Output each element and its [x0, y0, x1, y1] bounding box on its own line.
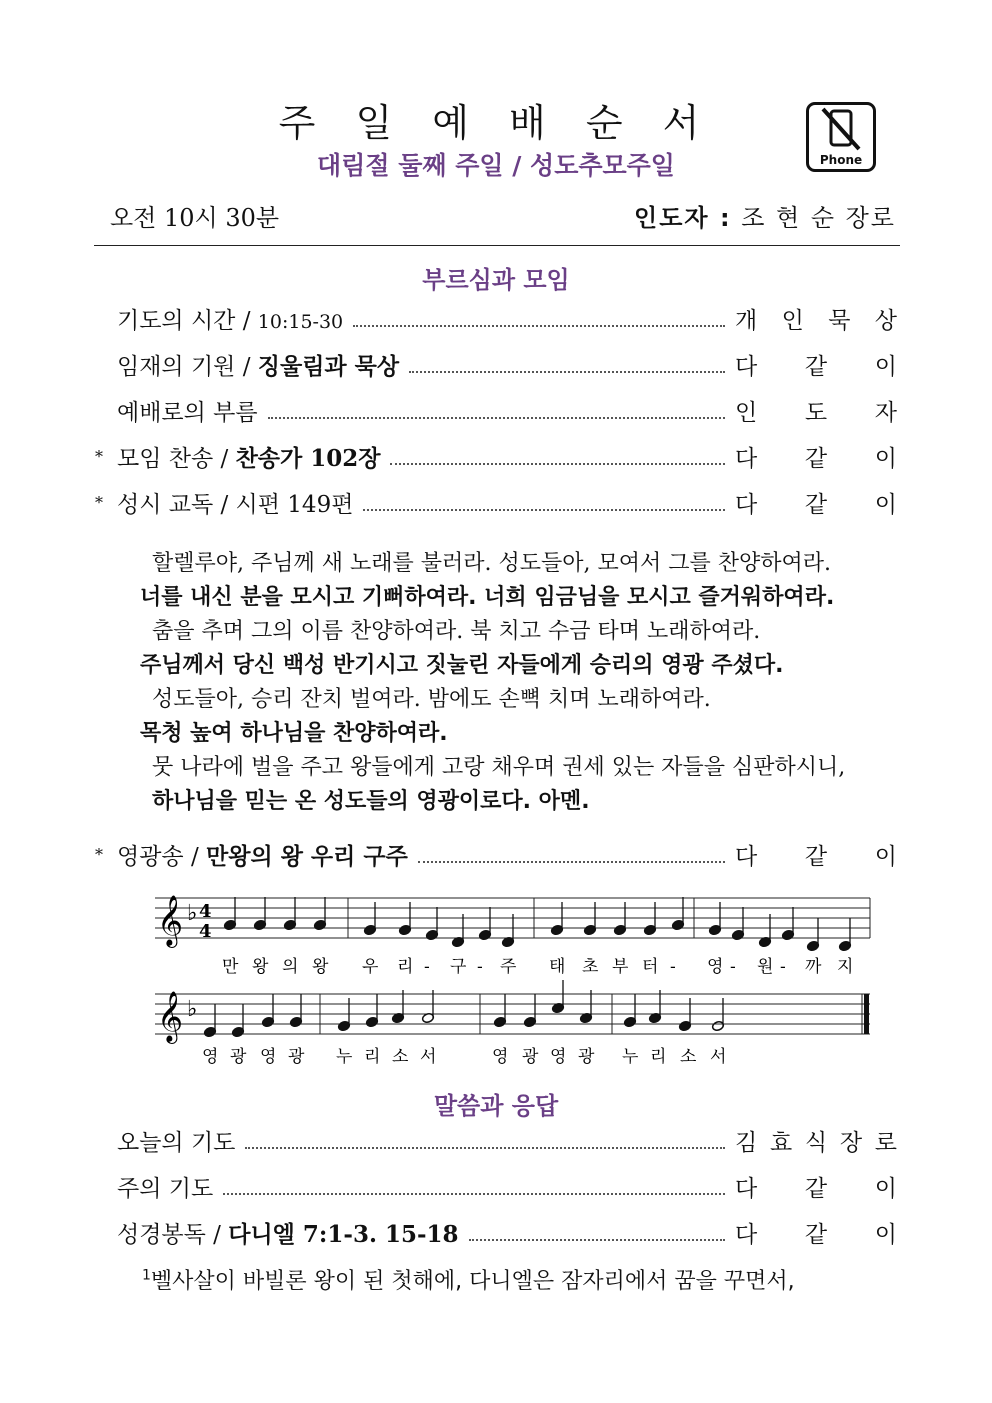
order-who: 다 같 이 [735, 1175, 897, 1202]
leader-dots [469, 1239, 725, 1241]
order-item: 성경봉독 / 다니엘 7:1-3. 15-18 [117, 1220, 459, 1248]
leader-dots [390, 463, 725, 465]
order-row [95, 392, 897, 428]
lyric-syllable: 서 [710, 1047, 727, 1067]
order-who: 개 인 묵 상 [735, 307, 897, 334]
lyric-syllable: 누 [622, 1047, 639, 1067]
leader-dots [223, 1193, 725, 1195]
psalm-leader-line: 뭇 나라에 벌을 주고 왕들에게 고랑 채우며 권세 있는 자들을 심판하시니, [152, 755, 846, 780]
order-row [95, 484, 897, 520]
lyric-syllable: - [670, 957, 676, 977]
leader-dots [245, 1147, 725, 1149]
order-row [95, 1214, 897, 1250]
lyric-syllable: 주 [500, 957, 517, 977]
order-item: 성시 교독 / 시편 149편 [117, 491, 354, 518]
section-word: 말씀과 응답 [433, 1092, 559, 1120]
page-subtitle: 대림절 둘째 주일 / 성도추모주일 [317, 151, 675, 180]
order-item: 기도의 시간 / 10:15-30 [117, 307, 344, 334]
order-item: 예배로의 부름 [117, 399, 258, 426]
lyric-syllable: 광 [578, 1047, 595, 1067]
lyric-syllable: 우 [362, 957, 379, 977]
phone-label: Phone [819, 153, 863, 167]
lyric-syllable: 광 [522, 1047, 539, 1067]
svg-text:𝄞: 𝄞 [157, 895, 184, 946]
stand-marker: * [95, 492, 103, 512]
order-who: 다 같 이 [735, 445, 897, 472]
lyric-syllable: 리 [397, 957, 414, 977]
lyric-syllable: 부 [612, 957, 629, 977]
lyric-syllable: 만 [222, 957, 239, 977]
order-who: 다 같 이 [735, 353, 897, 380]
lyric-syllable: 구 [450, 957, 467, 977]
svg-text:4: 4 [199, 921, 212, 942]
psalm-leader-line: 할렐루야, 주님께 새 노래를 불러라. 성도들아, 모여서 그를 찬양하여라. [152, 551, 831, 576]
lyric-syllable: 광 [230, 1047, 247, 1067]
service-time: 오전 10시 30분 [110, 204, 280, 232]
leader-label: 인도자 : [634, 204, 732, 232]
order-who: 다 같 이 [735, 1221, 897, 1248]
psalm-response: 목청 높여 하나님을 찬양하여라. [140, 721, 448, 746]
lyric-syllable: 리 [364, 1047, 381, 1067]
psalm-response: 하나님을 믿는 온 성도들의 영광이로다. 아멘. [152, 789, 590, 814]
lyric-syllable: 왕 [312, 957, 329, 977]
section-gathering: 부르심과 모임 [422, 266, 570, 294]
order-item: 임재의 기원 / 징울림과 묵상 [117, 352, 400, 380]
svg-text:𝄞: 𝄞 [157, 991, 184, 1042]
order-row [95, 1168, 897, 1204]
stand-marker: * [95, 446, 103, 466]
lyric-syllable: 누 [336, 1047, 353, 1067]
order-who: 다 같 이 [735, 491, 897, 518]
lyric-syllable: 영 [707, 957, 724, 977]
lyric-syllable: 소 [392, 1047, 409, 1067]
order-who: 인 도 자 [735, 399, 897, 426]
lyric-syllable: 영 [492, 1047, 509, 1067]
lyric-syllable: 원 [757, 957, 774, 977]
stand-marker: * [95, 844, 103, 864]
svg-text:♭: ♭ [187, 901, 198, 926]
order-row [95, 1122, 897, 1158]
order-row [95, 346, 897, 382]
leader-dots [363, 509, 725, 511]
lyric-syllable: 지 [837, 957, 854, 977]
no-phone-icon [806, 102, 876, 172]
lyric-syllable: - [780, 957, 786, 977]
header-divider [94, 245, 900, 246]
leader [634, 198, 896, 233]
lyric-syllable: 영 [260, 1047, 277, 1067]
order-item: 영광송 / 만왕의 왕 우리 구주 [117, 842, 408, 870]
lyric-syllable: 태 [549, 957, 566, 977]
leader-dots [418, 861, 725, 863]
psalm-leader-line: 성도들아, 승리 잔치 벌여라. 밤에도 손뼉 치며 노래하여라. [152, 687, 711, 712]
svg-text:♭: ♭ [187, 997, 198, 1022]
staff-2 [155, 980, 870, 1067]
svg-text:4: 4 [199, 901, 212, 922]
page-title: 주 일 예 배 순 서 [278, 101, 714, 145]
lyric-syllable: 영 [550, 1047, 567, 1067]
lyric-syllable: 초 [582, 957, 599, 977]
psalm-response: 주님께서 당신 백성 반기시고 짓눌린 자들에게 승리의 영광 주셨다. [140, 653, 784, 678]
lyric-syllable: 소 [680, 1047, 697, 1067]
lyric-syllable: - [424, 957, 430, 977]
leader-name: 조 현 순 장로 [741, 204, 896, 232]
order-who: 김 효 식 장 로 [735, 1129, 897, 1156]
leader-dots [409, 371, 725, 373]
leader-dots [268, 417, 725, 419]
lyric-syllable: 터 [642, 957, 659, 977]
order-item: 주의 기도 [117, 1175, 214, 1202]
order-row-gloria [95, 836, 897, 872]
order-who: 다 같 이 [735, 843, 897, 870]
order-row [95, 300, 897, 336]
staff-1 [155, 895, 870, 977]
leader-dots [353, 325, 725, 327]
lyric-syllable: 까 [805, 957, 822, 977]
lyric-syllable: 리 [650, 1047, 667, 1067]
order-item: 오늘의 기도 [117, 1129, 236, 1156]
lyric-syllable: - [730, 957, 736, 977]
order-row [95, 438, 897, 474]
lyric-syllable: 영 [202, 1047, 219, 1067]
lyric-syllable: 광 [288, 1047, 305, 1067]
lyric-syllable: 의 [282, 957, 299, 977]
scripture-verse: $^1$벨사살이 바빌론 왕이 된 첫해에, 다니엘은 잠자리에서 꿈을 꾸면서, [142, 1267, 795, 1294]
lyric-syllable: - [477, 957, 483, 977]
psalm-leader-line: 춤을 추며 그의 이름 찬양하여라. 북 치고 수금 타며 노래하여라. [152, 619, 761, 644]
lyric-syllable: 왕 [252, 957, 269, 977]
lyric-syllable: 서 [420, 1047, 437, 1067]
order-item: 모임 찬송 / 찬송가 102장 [117, 444, 381, 472]
psalm-response: 너를 내신 분을 모시고 기뻐하여라. 너희 임금님을 모시고 즐거워하여라. [140, 585, 835, 610]
